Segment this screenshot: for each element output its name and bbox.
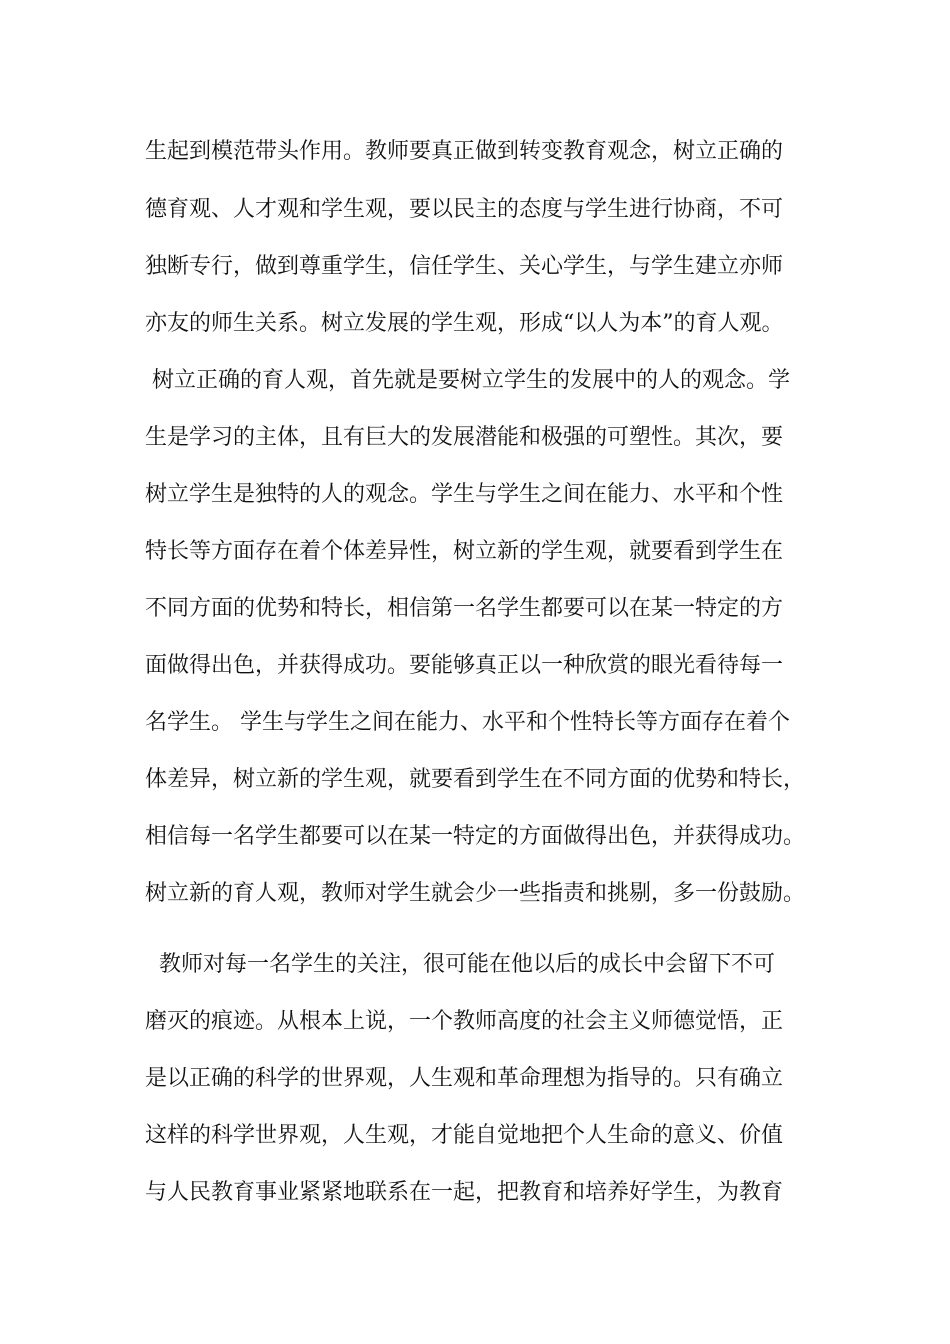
text-line: 名学生。 学生与学生之间在能力、水平和个性特长等方面存在着个 [145,710,790,735]
text-line: 树立学生是独特的人的观念。学生与学生之间在能力、水平和个性 [145,482,784,507]
text-line: 面做得出色，并获得成功。要能够真正以一种欣赏的眼光看待每一 [145,653,784,678]
text-line: 是以正确的科学的世界观，人生观和革命理想为指导的。只有确立 [145,1066,784,1091]
text-line: 特长等方面存在着个体差异性，树立新的学生观，就要看到学生在 [145,539,784,564]
text-line: 亦友的师生关系。树立发展的学生观，形成“以人为本”的育人观。 [145,311,784,336]
text-line: 不同方面的优势和特长，相信第一名学生都要可以在某一特定的方 [145,596,784,621]
text-line: 树立新的育人观，教师对学生就会少一些指责和挑剔，多一份鼓励。 [145,881,806,906]
text-line: 这样的科学世界观，人生观，才能自觉地把个人生命的意义、价值 [145,1123,784,1148]
text-line: 磨灭的痕迹。从根本上说，一个教师高度的社会主义师德觉悟，正 [145,1009,784,1034]
text-line: 独断专行，做到尊重学生，信任学生、关心学生，与学生建立亦师 [145,254,784,279]
text-line: 树立正确的育人观，首先就是要树立学生的发展中的人的观念。学 [145,368,790,393]
text-line: 德育观、人才观和学生观，要以民主的态度与学生进行协商，不可 [145,197,784,222]
text-line: 体差异，树立新的学生观，就要看到学生在不同方面的优势和特长， [145,767,806,792]
text-line: 与人民教育事业紧紧地联系在一起，把教育和培养好学生，为教育 [145,1180,784,1205]
text-line: 教师对每一名学生的关注，很可能在他以后的成长中会留下不可 [145,952,775,977]
text-line: 生起到模范带头作用。教师要真正做到转变教育观念，树立正确的 [145,139,784,164]
text-line: 生是学习的主体，且有巨大的发展潜能和极强的可塑性。其次，要 [145,425,784,450]
text-line: 相信每一名学生都要可以在某一特定的方面做得出色，并获得成功。 [145,824,806,849]
